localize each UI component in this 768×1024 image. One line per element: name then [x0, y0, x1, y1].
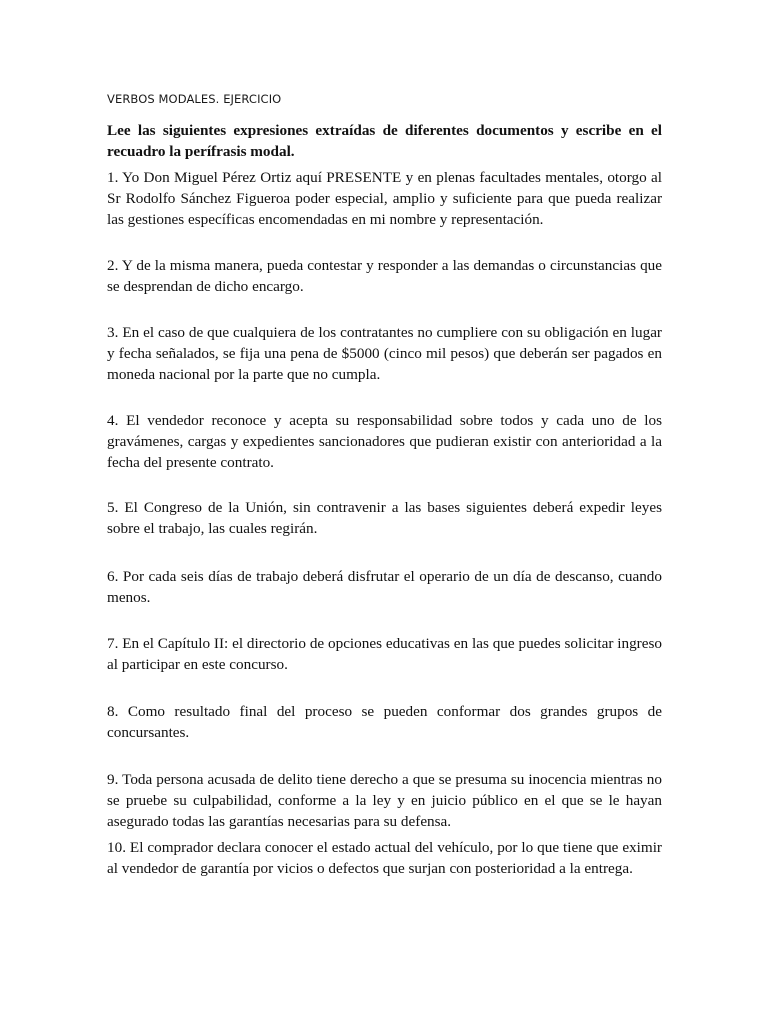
exercise-item-4: 4. El vendedor reconoce y acepta su responsabilidad sobre todos y cada uno de los gravámenes, cargas y expedientes sancionadores que pudieran existir con anterioridad a la fecha del presente contrato.: [107, 412, 662, 471]
exercise-item-7: 7. En el Capítulo II: el directorio de opciones educativas en las que puedes solicitar ingreso al participar en este concurso.: [107, 635, 662, 673]
exercise-item-3: 3. En el caso de que cualquiera de los contratantes no cumpliere con su obligación en lugar y fecha señalados, se fija una pena de $5000 (cinco mil pesos) que deberán ser pagados en moneda nacional por la parte que no cumpla.: [107, 324, 662, 383]
document-title: VERBOS MODALES. EJERCICIO: [107, 92, 282, 106]
exercise-item-8: 8. Como resultado final del proceso se pueden conformar dos grandes grupos de concursantes.: [107, 703, 662, 741]
exercise-item-6: 6. Por cada seis días de trabajo deberá disfrutar el operario de un día de descanso, cuando menos.: [107, 568, 662, 606]
exercise-item-1: 1. Yo Don Miguel Pérez Ortiz aquí PRESENTE y en plenas facultades mentales, otorgo al Sr Rodolfo Sánchez Figueroa poder especial, amplio y suficiente para que pueda realizar las gestiones específicas encomendadas en mi nombre y representación.: [107, 169, 662, 228]
exercise-item-9: 9. Toda persona acusada de delito tiene derecho a que se presuma su inocencia mientras no se pruebe su culpabilidad, conforme a la ley y en juicio público en el que se le hayan asegurado todas las garantías necesarias para su defensa.: [107, 771, 662, 830]
exercise-item-2: 2. Y de la misma manera, pueda contestar y responder a las demandas o circunstancias que se desprendan de dicho encargo.: [107, 257, 662, 295]
exercise-item-10: 10. El comprador declara conocer el estado actual del vehículo, por lo que tiene que eximir al vendedor de garantía por vicios o defectos que surjan con posterioridad a la entrega.: [107, 839, 662, 877]
exercise-item-5: 5. El Congreso de la Unión, sin contravenir a las bases siguientes deberá expedir leyes sobre el trabajo, las cuales regirán.: [107, 499, 662, 537]
instructions: Lee las siguientes expresiones extraídas de diferentes documentos y escribe en el recuadro la perífrasis modal.: [107, 122, 662, 160]
